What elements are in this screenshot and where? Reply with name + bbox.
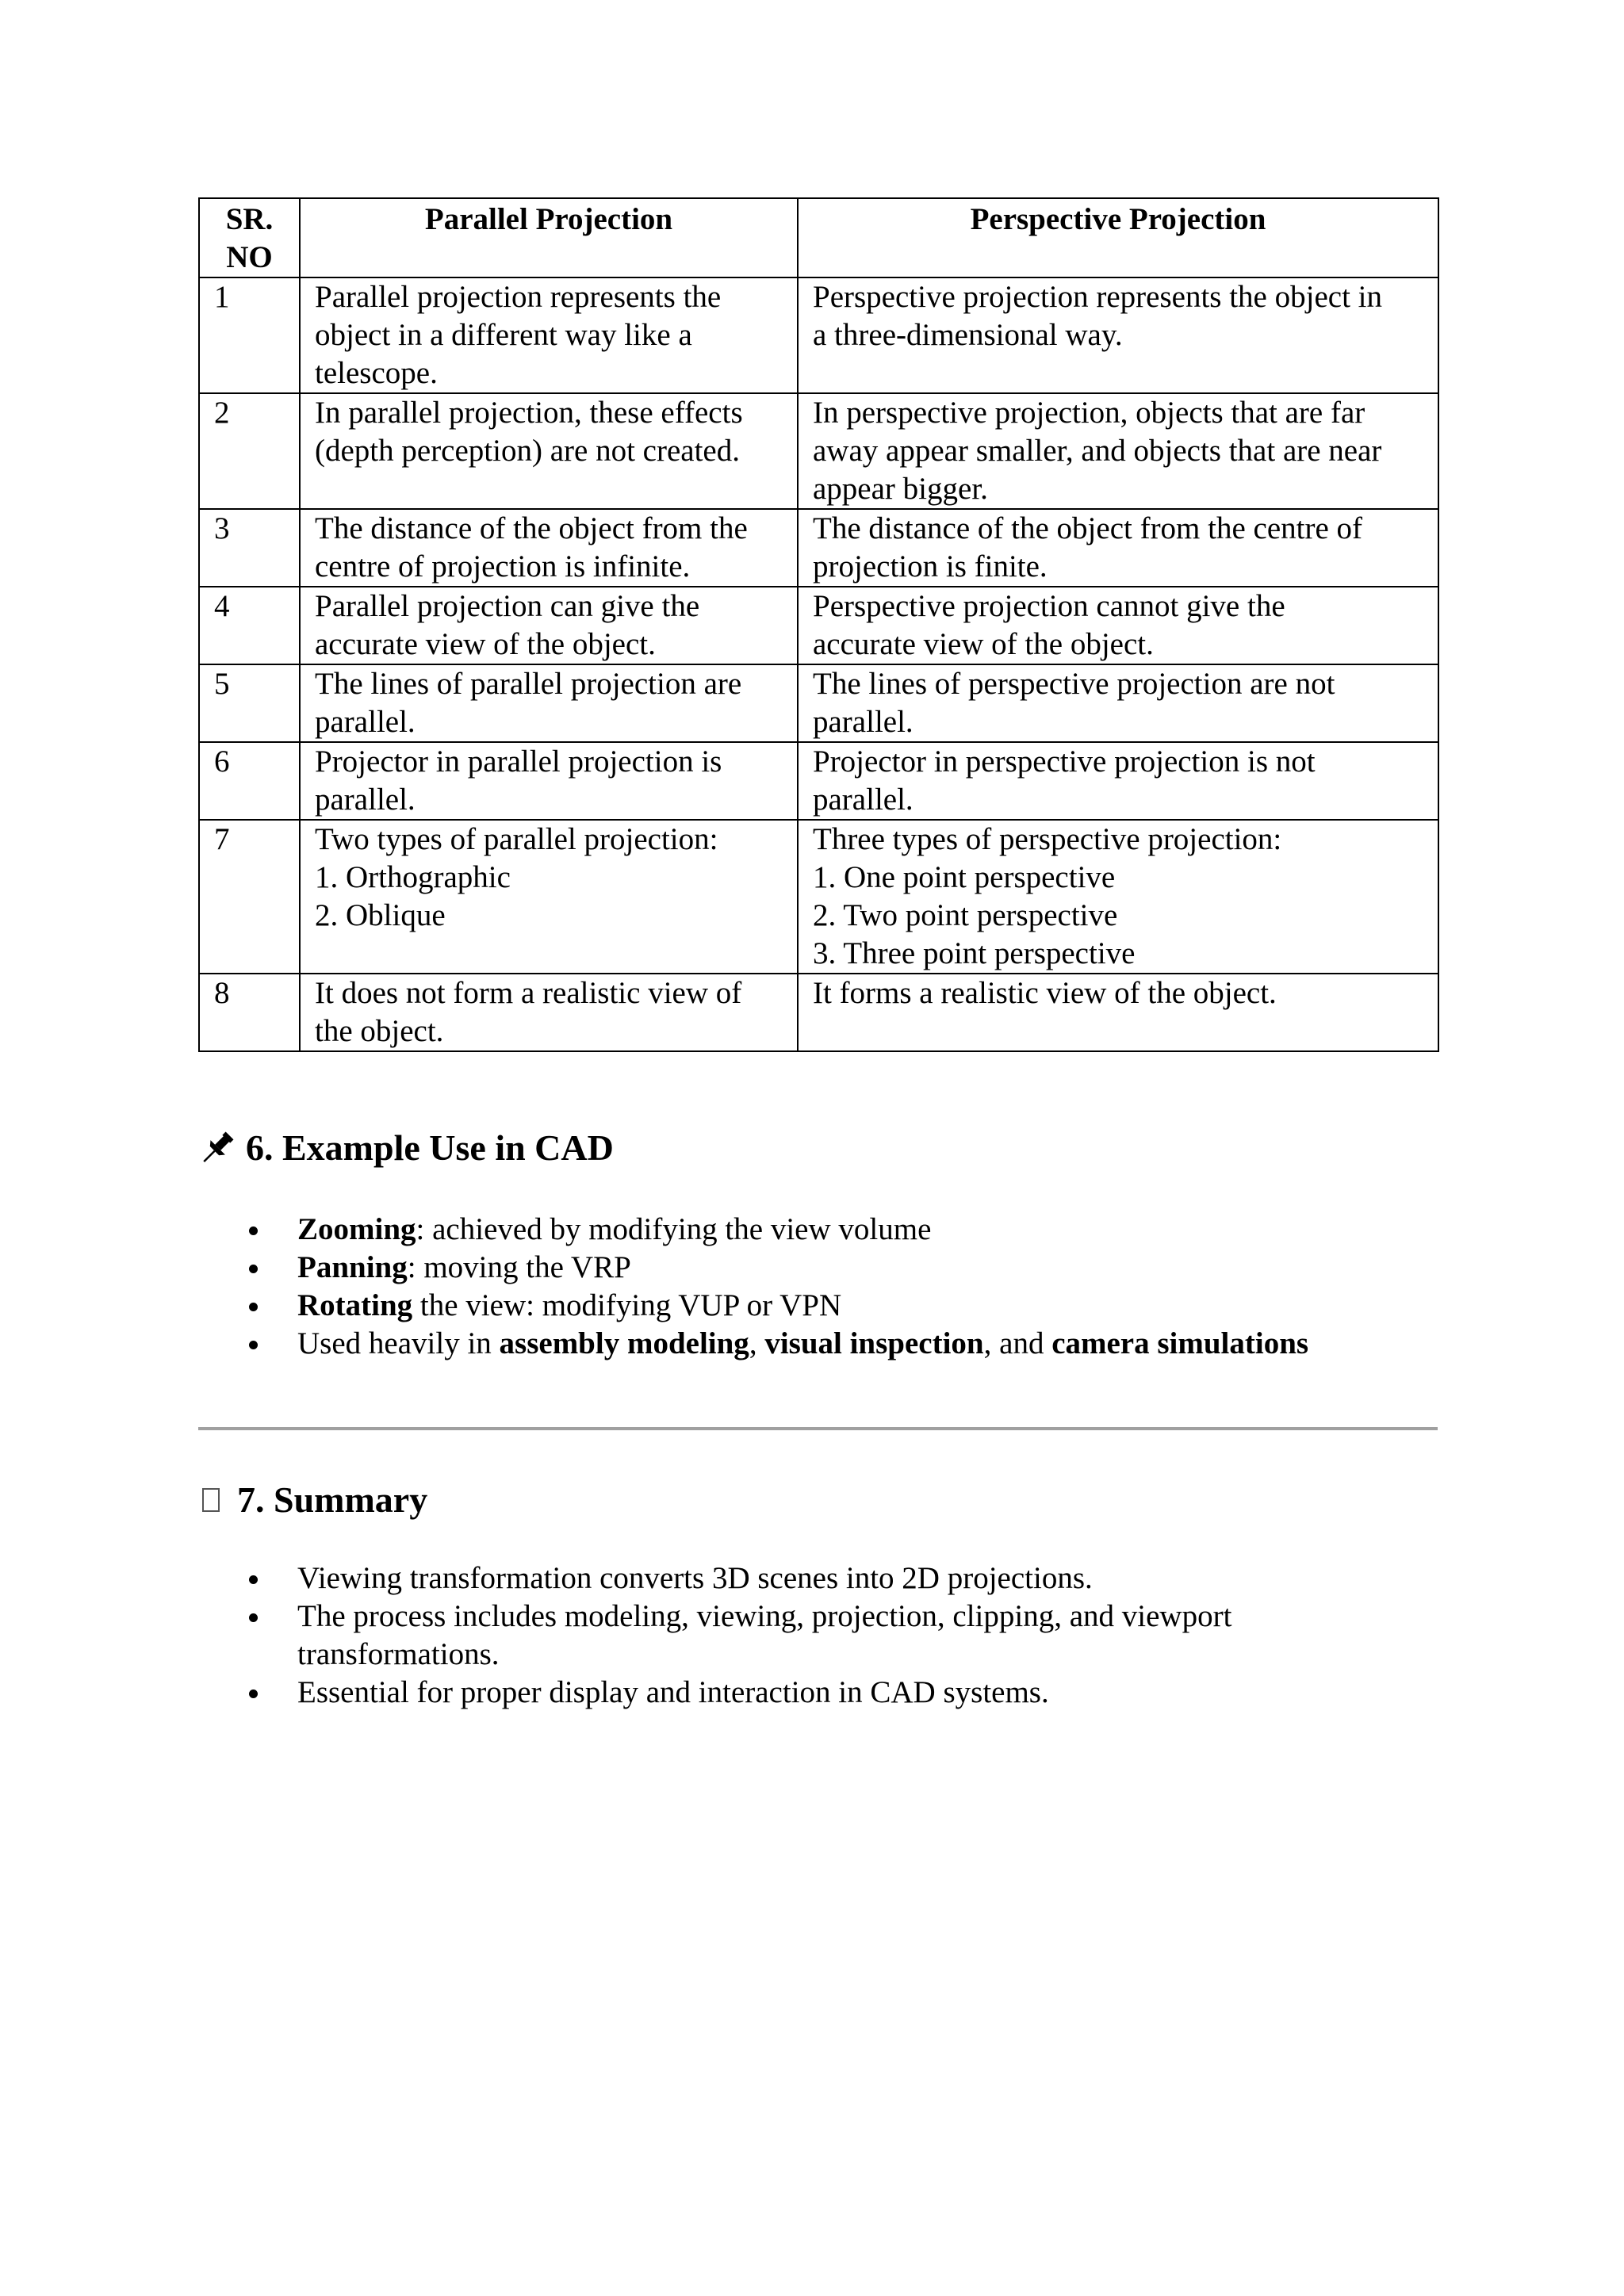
parallel-cell [300,820,798,974]
perspective-cell [798,587,1438,664]
table-row [199,509,1438,587]
cad-use-list [238,1211,1308,1363]
parallel-cell-line: Parallel projection can give the [315,589,700,623]
summary-list [238,1559,1348,1712]
header-no-line: NO [226,240,273,274]
parallel-cell-line: parallel. [315,783,416,817]
parallel-cell-line: The lines of parallel projection are [315,667,742,701]
header-sr-no [199,198,300,277]
parallel-cell-line: object in a different way like a [315,318,692,352]
perspective-cell-line: Projector in perspective projection is not [813,744,1316,779]
bullet-icon [249,1689,258,1698]
perspective-cell-line: accurate view of the object. [813,627,1154,661]
perspective-cell [798,820,1438,974]
parallel-cell [300,393,798,509]
bullet-icon [249,1613,258,1622]
table-row [199,664,1438,742]
list-item: Essential for proper display and interaction in CAD systems. [238,1674,1348,1712]
bullet-icon [249,1265,258,1273]
header-perspective-projection: Perspective Projection [798,198,1438,277]
perspective-cell-line: The distance of the object from the centre of [813,511,1363,545]
perspective-cell-line: a three-dimensional way. [813,318,1123,352]
horizontal-divider [198,1427,1438,1430]
sr-no-cell: 5 [199,664,300,742]
perspective-cell [798,974,1438,1051]
table-row [199,820,1438,974]
table-row [199,277,1438,393]
bullet-icon [249,1303,258,1311]
header-parallel-projection: Parallel Projection [300,198,798,277]
list-item: Rotating the view: modifying VUP or VPN [238,1287,1308,1325]
perspective-cell-line: 3. Three point perspective [813,936,1136,970]
perspective-cell-line: parallel. [813,783,914,817]
parallel-cell [300,742,798,820]
bullet-icon [249,1226,258,1235]
parallel-cell-line: Projector in parallel projection is [315,744,722,779]
table-body [199,277,1438,1051]
perspective-cell-line: away appear smaller, and objects that are near [813,434,1382,468]
sr-no-cell: 6 [199,742,300,820]
perspective-cell-line: Three types of perspective projection: [813,822,1282,856]
parallel-cell-line: the object. [315,1014,444,1048]
perspective-cell-line: appear bigger. [813,472,988,506]
section-heading-summary [202,1476,427,1524]
section-heading-example-use [197,1124,614,1172]
perspective-cell-line: Perspective projection represents the object in [813,280,1382,314]
header-sr-line: SR. [225,202,274,236]
parallel-cell-line: accurate view of the object. [315,627,656,661]
section-heading-text: 6. Example Use in CAD [246,1127,614,1168]
parallel-cell [300,509,798,587]
table-row [199,587,1438,664]
sr-no-cell: 1 [199,277,300,393]
perspective-cell-line: parallel. [813,705,914,739]
perspective-cell [798,664,1438,742]
parallel-cell-line: The distance of the object from the [315,511,748,545]
parallel-cell-line: parallel. [315,705,416,739]
sr-no-cell: 4 [199,587,300,664]
table-row [199,974,1438,1051]
list-item: The process includes modeling, viewing, projection, clipping, and viewport transformations. [238,1598,1328,1674]
parallel-cell-line: centre of projection is infinite. [315,549,691,584]
list-item: Panning: moving the VRP [238,1249,1308,1287]
sr-no-cell: 2 [199,393,300,509]
missing-glyph-box-icon [202,1488,220,1512]
perspective-cell-line: Perspective projection cannot give the [813,589,1285,623]
perspective-cell-line: 1. One point perspective [813,860,1116,894]
table-header-row [199,198,1438,277]
parallel-cell-line: Two types of parallel projection: [315,822,718,856]
list-item: Viewing transformation converts 3D scenes into 2D projections. [238,1559,1348,1598]
perspective-cell-line: projection is finite. [813,549,1048,584]
list-item: Used heavily in assembly modeling, visual inspection, and camera simulations [238,1325,1308,1363]
parallel-cell-line: 1. Orthographic [315,860,511,894]
bullet-icon [249,1341,258,1349]
bullet-icon [249,1575,258,1584]
parallel-cell [300,277,798,393]
sr-no-cell: 8 [199,974,300,1051]
parallel-cell-line: (depth perception) are not created. [315,434,740,468]
pushpin-icon [197,1127,238,1169]
perspective-cell-line: 2. Two point perspective [813,898,1118,932]
parallel-cell [300,587,798,664]
perspective-cell-line: It forms a realistic view of the object. [813,976,1277,1010]
perspective-cell [798,393,1438,509]
perspective-cell [798,509,1438,587]
parallel-cell-line: 2. Oblique [315,898,446,932]
parallel-cell-line: telescope. [315,356,438,390]
perspective-cell-line: In perspective projection, objects that are far [813,396,1365,430]
perspective-cell [798,277,1438,393]
parallel-cell-line: Parallel projection represents the [315,280,722,314]
sr-no-cell: 7 [199,820,300,974]
table-row [199,393,1438,509]
parallel-cell [300,664,798,742]
perspective-cell-line: The lines of perspective projection are not [813,667,1335,701]
table-row [199,742,1438,820]
list-item: Zooming: achieved by modifying the view volume [238,1211,1308,1249]
projection-comparison-table [198,197,1439,1052]
parallel-cell [300,974,798,1051]
parallel-cell-line: It does not form a realistic view of [315,976,742,1010]
perspective-cell [798,742,1438,820]
parallel-cell-line: In parallel projection, these effects [315,396,743,430]
section-heading-text: 7. Summary [237,1479,428,1520]
sr-no-cell: 3 [199,509,300,587]
